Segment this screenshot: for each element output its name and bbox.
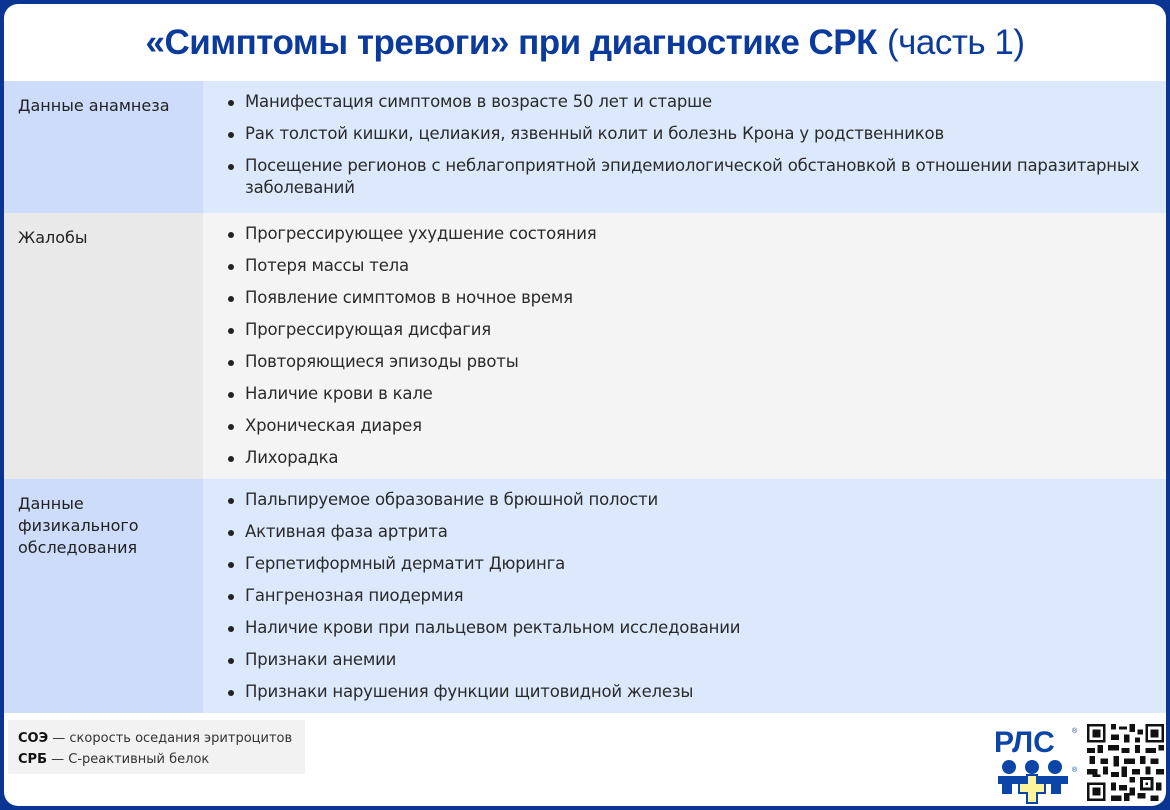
section-category: Жалобы [4,213,203,479]
section-complaints [4,213,1166,479]
svg-text:®: ® [1072,767,1078,774]
list-item: Наличие крови в кале [223,383,1166,405]
list-item: Герпетиформный дерматит Дюринга [223,553,1166,575]
list-item: Повторяющиеся эпизоды рвоты [223,351,1166,373]
svg-text:®: ® [1072,728,1078,735]
page-title [4,4,1166,81]
list-item: Активная фаза артрита [223,521,1166,543]
section-category: Данные анамнеза [4,81,203,213]
footnote-abbr: СОЭ [18,731,49,746]
list-item: Лихорадка [223,447,1166,469]
list-item: Прогрессирующая дисфагия [223,319,1166,341]
infographic-card [4,4,1166,806]
section-items [203,479,1166,713]
list-item: Потеря массы тела [223,255,1166,277]
section-items [203,81,1166,213]
list-item: Прогрессирующее ухудшение состояния [223,223,1166,245]
section-anamnesis [4,81,1166,213]
footnote-text: — скорость оседания эритроцитов [48,731,293,746]
list-item: Манифестация симптомов в возрасте 50 лет и старше [223,91,1166,113]
list-item: Гангренозная пиодермия [223,585,1166,607]
list-item: Хроническая диарея [223,415,1166,437]
footnote-abbr: СРБ [18,752,47,767]
list-item: Пальпируемое образование в брюшной полости [223,489,1166,511]
title-part: (часть 1) [887,22,1025,62]
list-item: Посещение регионов с неблагоприятной эпидемиологической обстановкой в отношении паразитарных заболеваний [223,155,1166,199]
section-physical-exam [4,479,1166,713]
section-category: Данные физикального обследования [4,479,203,713]
title-main: «Симптомы тревоги» при диагностике СРК [145,22,878,62]
svg-text:РЛС: РЛС [994,726,1055,759]
list-item: Появление симптомов в ночное время [223,287,1166,309]
footnote-line [18,749,295,770]
abbreviations-note [8,720,305,774]
symptoms-table [4,81,1166,713]
list-item: Признаки анемии [223,649,1166,671]
qr-code-icon [1087,724,1164,801]
rls-logo-icon [992,722,1080,806]
list-item: Признаки нарушения функции щитовидной железы [223,681,1166,703]
section-items [203,213,1166,479]
footnote-line [18,728,295,749]
list-item: Рак толстой кишки, целиакия, язвенный колит и болезнь Крона у родственников [223,123,1166,145]
footnote-text: — С-реактивный белок [46,752,210,767]
list-item: Наличие крови при пальцевом ректальном исследовании [223,617,1166,639]
